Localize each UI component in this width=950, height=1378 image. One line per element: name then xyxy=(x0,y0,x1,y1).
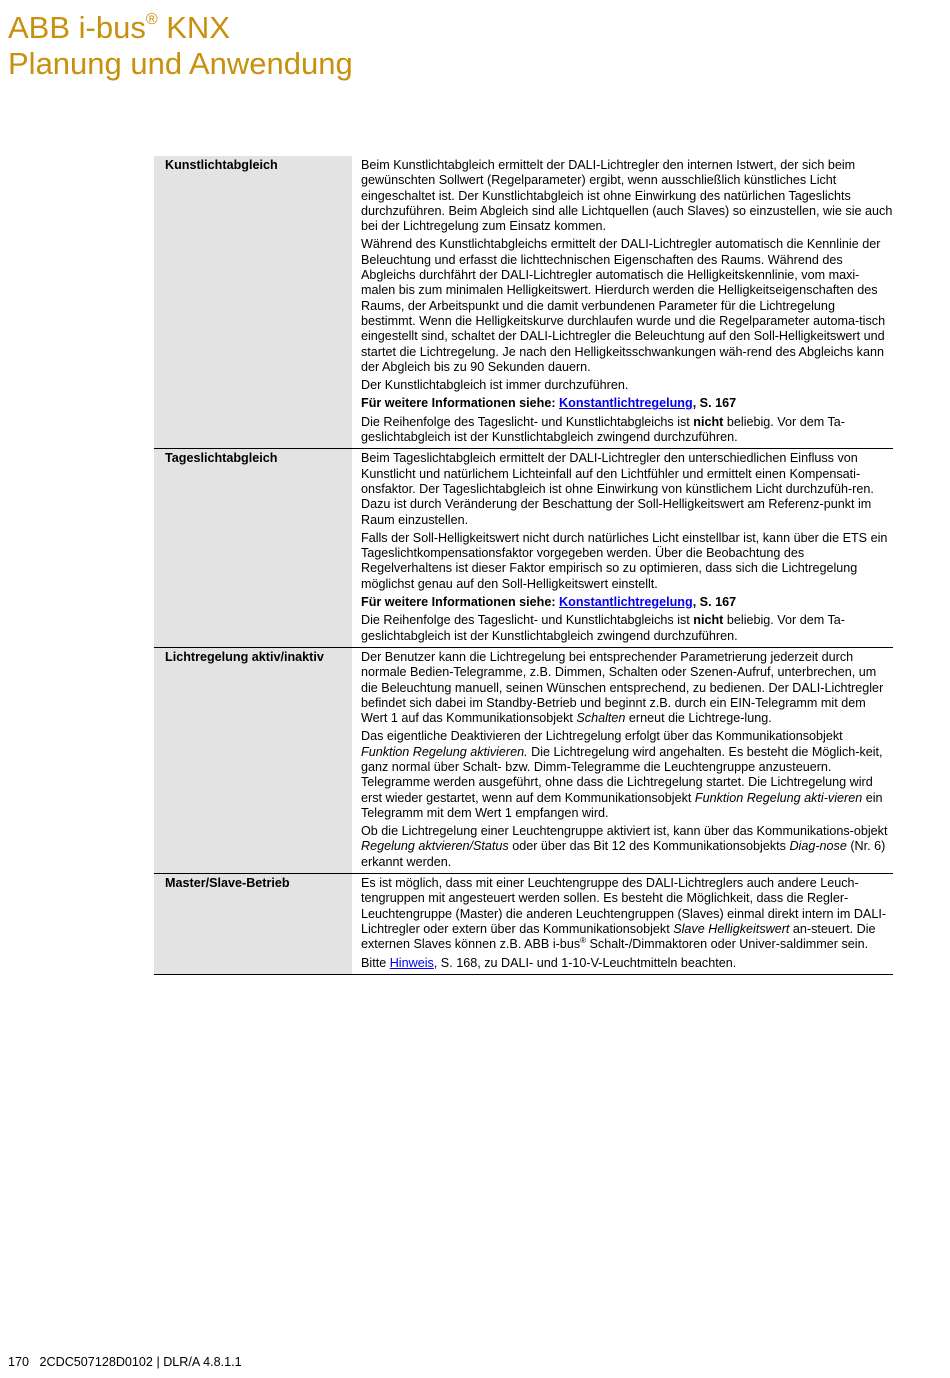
row-name-lichtregelung: Lichtregelung aktiv/inaktiv xyxy=(154,647,352,873)
paragraph: Falls der Soll-Helligkeitswert nicht durch natürliches Licht einstellbar ist, kann über die ETS ein Tageslichtkompensationsfaktor vorgegeben werden. Über die Beobachtung des Regelverhaltens ist dieser Faktor empirisch so zu optimieren, dass sich die Lichtregelung möglichst genau auf den Soll-Helligkeitswert einstellt. xyxy=(361,530,888,591)
row-name-tageslichtabgleich: Tageslichtabgleich xyxy=(154,449,352,648)
document-id: 2CDC507128D0102 | DLR/A 4.8.1.1 xyxy=(39,1355,242,1369)
parameter-table xyxy=(154,156,893,975)
paragraph: Das eigentliche Deaktivieren der Lichtregelung erfolgt über das Kommunikationsobjekt Funktion Regelung aktivieren. Die Lichtregelung wird angehalten. Es besteht die Möglich-keit, ganz normal über Schalt- bzw. Dimm-Telegramme die Leuchtengruppe anzusteuern. Telegramme werden ausgeführt, ohne dass die Lichtregelung startet. Die Lichtregelung wird erst wieder gestartet, wenn auf dem Kommunikationsobjekt Funktion Regelung akti-vieren ein Telegramm mit dem Wert 1 empfangen wird. xyxy=(361,729,883,820)
table-row xyxy=(154,647,893,873)
paragraph: Die Reihenfolge des Tageslicht- und Kunstlichtabgleichs ist nicht beliebig. Vor dem Ta-geslichtabgleich ist der Kunstlichtabgleich zwingend durchzuführen. xyxy=(361,613,845,643)
paragraph: Beim Tageslichtabgleich ermittelt der DALI-Lichtregler den unterschiedlichen Einfluss von Kunstlicht und natürlichem Lichteinfall auf den Lichtfühler und ermittelt einen Kompensati-onsfaktor. Der Tageslichtabgleich ist ohne Einwirkung von künstlichem Licht durchzufüh-ren. Dazu ist durch Veränderung der Beschattung der Soll-Helligkeitswert am Referenz-punkt im Raum einzustellen. xyxy=(361,451,874,527)
paragraph: Während des Kunstlichtabgleichs ermittelt der DALI-Lichtregler automatisch die Kennlinie der Beleuchtung und erfasst die lichttechnischen Eigenschaften des Raums. Während des Abgleichs durchfährt der DALI-Lichtregler automatisch die Helligkeitskennlinie, vom maxi-malen bis zum minimalen Helligkeitswert. Hierdurch werden die Helligkeitseigenschaften des Raums, der Arbeitspunkt und die damit verbundenen Parameter für die Lichtregelung bestimmt. Wenn die Helligkeitskurve durchlaufen wurde und die Regelparameter automa-tisch eingestellt sind, schaltet der DALI-Lichtregler die Beleuchtung auf den Soll-Helligkeitswert und startet die Lichtregelung. Je nach den Helligkeitsschwankungen wäh-rend des Abgleichs kann der Abgleich bis zu 90 Sekunden dauern. xyxy=(361,237,886,374)
row-description xyxy=(352,874,893,975)
row-name-kunstlichtabgleich: Kunstlichtabgleich xyxy=(154,156,352,449)
link-hinweis[interactable]: Hinweis xyxy=(389,955,434,970)
header-title: ABB i-bus® KNX xyxy=(8,10,230,45)
link-konstantlichtregelung[interactable]: Konstantlichtregelung xyxy=(559,396,693,411)
row-description xyxy=(352,647,893,873)
row-description xyxy=(352,449,893,648)
page-footer xyxy=(8,1355,242,1369)
document-header xyxy=(8,10,353,82)
table-row xyxy=(154,874,893,975)
paragraph: Die Reihenfolge des Tageslicht- und Kunstlichtabgleichs ist nicht beliebig. Vor dem Ta-geslichtabgleich ist der Kunstlichtabgleich zwingend durchzuführen. xyxy=(361,414,845,445)
paragraph: Beim Kunstlichtabgleich ermittelt der DALI-Lichtregler den internen Istwert, der sich beim gewünschten Sollwert (Regelparameter) ergibt, wenn ausschließlich künstliches Licht eingeschaltet ist. Der Kunstlichtabgleich ist ohne Einwirkung des natürlichen Tageslichts durchzuführen. Beim Abgleich sind alle Lichtquellen (auch Slaves) so einzustellen, wie sie auch bei der Lichtregelung zum Einsatz kommen. xyxy=(361,158,893,234)
paragraph: Ob die Lichtregelung einer Leuchtengruppe aktiviert ist, kann über das Kommunikations-objekt Regelung aktvieren/Status oder über das Bit 12 des Kommunikationsobjekts Diag-nose (Nr. 6) erkannt werden. xyxy=(361,824,888,869)
info-paragraph: Für weitere Informationen siehe: Konstantlichtregelung, S. 167 xyxy=(361,595,737,610)
registered-mark: ® xyxy=(145,11,158,28)
page-number: 170 xyxy=(8,1355,30,1369)
link-konstantlichtregelung[interactable]: Konstantlichtregelung xyxy=(559,595,693,610)
paragraph: Der Kunstlichtabgleich ist immer durchzuführen. xyxy=(361,378,629,393)
table-row xyxy=(154,156,893,449)
row-description xyxy=(352,156,893,449)
paragraph: Der Benutzer kann die Lichtregelung bei entsprechender Parametrierung jederzeit durch normale Bedien-Telegramme, z.B. Dimmen, Schalten oder Szenen-Aufruf, unterbrechen, um die Beleuchtung manuell, seinen Wünschen entsprechend, zu bedienen. Der DALI-Lichtregler befindet sich dabei im Standby-Betrieb und beginnt z.B. durch ein EIN-Telegramm mit dem Wert 1 auf das Kommunikationsobjekt Schalten erneut die Lichtrege-lung. xyxy=(361,649,884,726)
paragraph: Bitte Hinweis, S. 168, zu DALI- und 1-10-V-Leuchtmitteln beachten. xyxy=(361,955,737,970)
header-subtitle: Planung und Anwendung xyxy=(8,46,353,81)
info-paragraph: Für weitere Informationen siehe: Konstantlichtregelung, S. 167 xyxy=(361,396,737,411)
paragraph: Es ist möglich, dass mit einer Leuchtengruppe des DALI-Lichtreglers auch andere Leuch-tengruppen mit angesteuert werden sollen. Es besteht die Möglichkeit, dass die Regler-Leuchtengruppe (Master) die anderen Leuchtengruppen (Slaves) einmal direkt intern im DALI-Lichtregler oder extern über das Kommunikationsobjekt Slave Helligkeitswert an-steuert. Die externen Slaves können z.B. ABB i-bus® Schalt-/Dimmaktoren oder Univer-saldimmer sein. xyxy=(361,876,887,952)
row-name-master-slave: Master/Slave-Betrieb xyxy=(154,874,352,975)
table-row xyxy=(154,449,893,648)
